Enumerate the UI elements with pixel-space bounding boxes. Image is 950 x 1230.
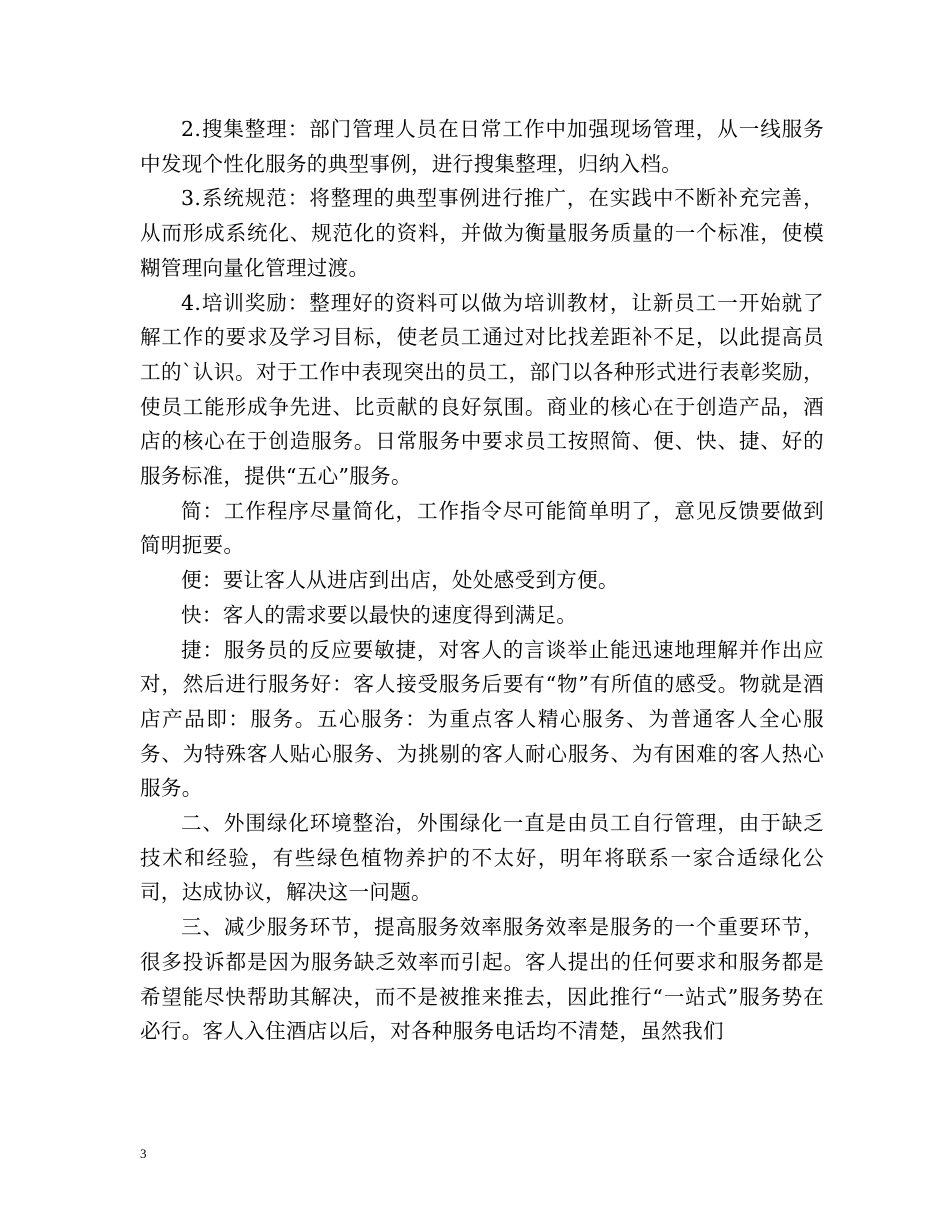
paragraph-section-three-efficiency: 三、减少服务环节，提高服务效率服务效率是服务的一个重要环节，很多投诉都是因为服务缺乏效率而引起。客人提出的任何要求和服务都是希望能尽快帮助其解决，而不是被推来推去，因此推行“一站式”服务势在必行。客人入住酒店以后，对各种服务电话均不清楚，虽然我们	[140, 915, 824, 1044]
paragraph-item-2-collection: 2.搜集整理：部门管理人员在日常工作中加强现场管理，从一线服务中发现个性化服务的典型事例，进行搜集整理，归纳入档。	[140, 117, 824, 176]
paragraph-item-3-standardization: 3.系统规范：将整理的典型事例进行推广，在实践中不断补充完善，从而形成系统化、规范化的资料，并做为衡量服务质量的一个标准，使模糊管理向量化管理过渡。	[140, 186, 824, 280]
paragraph-quick-response: 捷：服务员的反应要敏捷，对客人的言谈举止能迅速地理解并作出应对，然后进行服务好：客人接受服务后要有“物”有所值的感受。物就是酒店产品即：服务。五心服务：为重点客人精心服务、为普通客人全心服务、为特殊客人贴心服务、为挑剔的客人耐心服务、为有困难的客人热心服务。	[140, 637, 824, 801]
page-number: 3	[140, 1146, 147, 1161]
paragraph-convenient: 便：要让客人从进店到出店，处处感受到方便。	[181, 568, 619, 593]
document-body	[140, 112, 824, 1049]
paragraph-item-4-training-reward: 4.培训奖励：整理好的资料可以做为培训教材，让新员工一开始就了解工作的要求及学习目标，使老员工通过对比找差距补不足，以此提高员工的`认识。对于工作中表现突出的员工，部门以各种形式进行表彰奖励，使员工能形成争先进、比贡献的良好氛围。商业的核心在于创造产品，酒店的核心在于创造服务。日常服务中要求员工按照简、便、快、捷、好的服务标准，提供“五心”服务。	[140, 290, 824, 489]
paragraph-simple: 简：工作程序尽量简化，工作指令尽可能简单明了，意见反馈要做到简明扼要。	[140, 498, 824, 558]
paragraph-fast: 快：客人的需求要以最快的速度得到满足。	[181, 602, 578, 627]
paragraph-section-two-greening: 二、外围绿化环境整治，外围绿化一直是由员工自行管理，由于缺乏技术和经验，有些绿色植物养护的不太好，明年将联系一家合适绿化公司，达成协议，解决这一问题。	[140, 811, 824, 905]
